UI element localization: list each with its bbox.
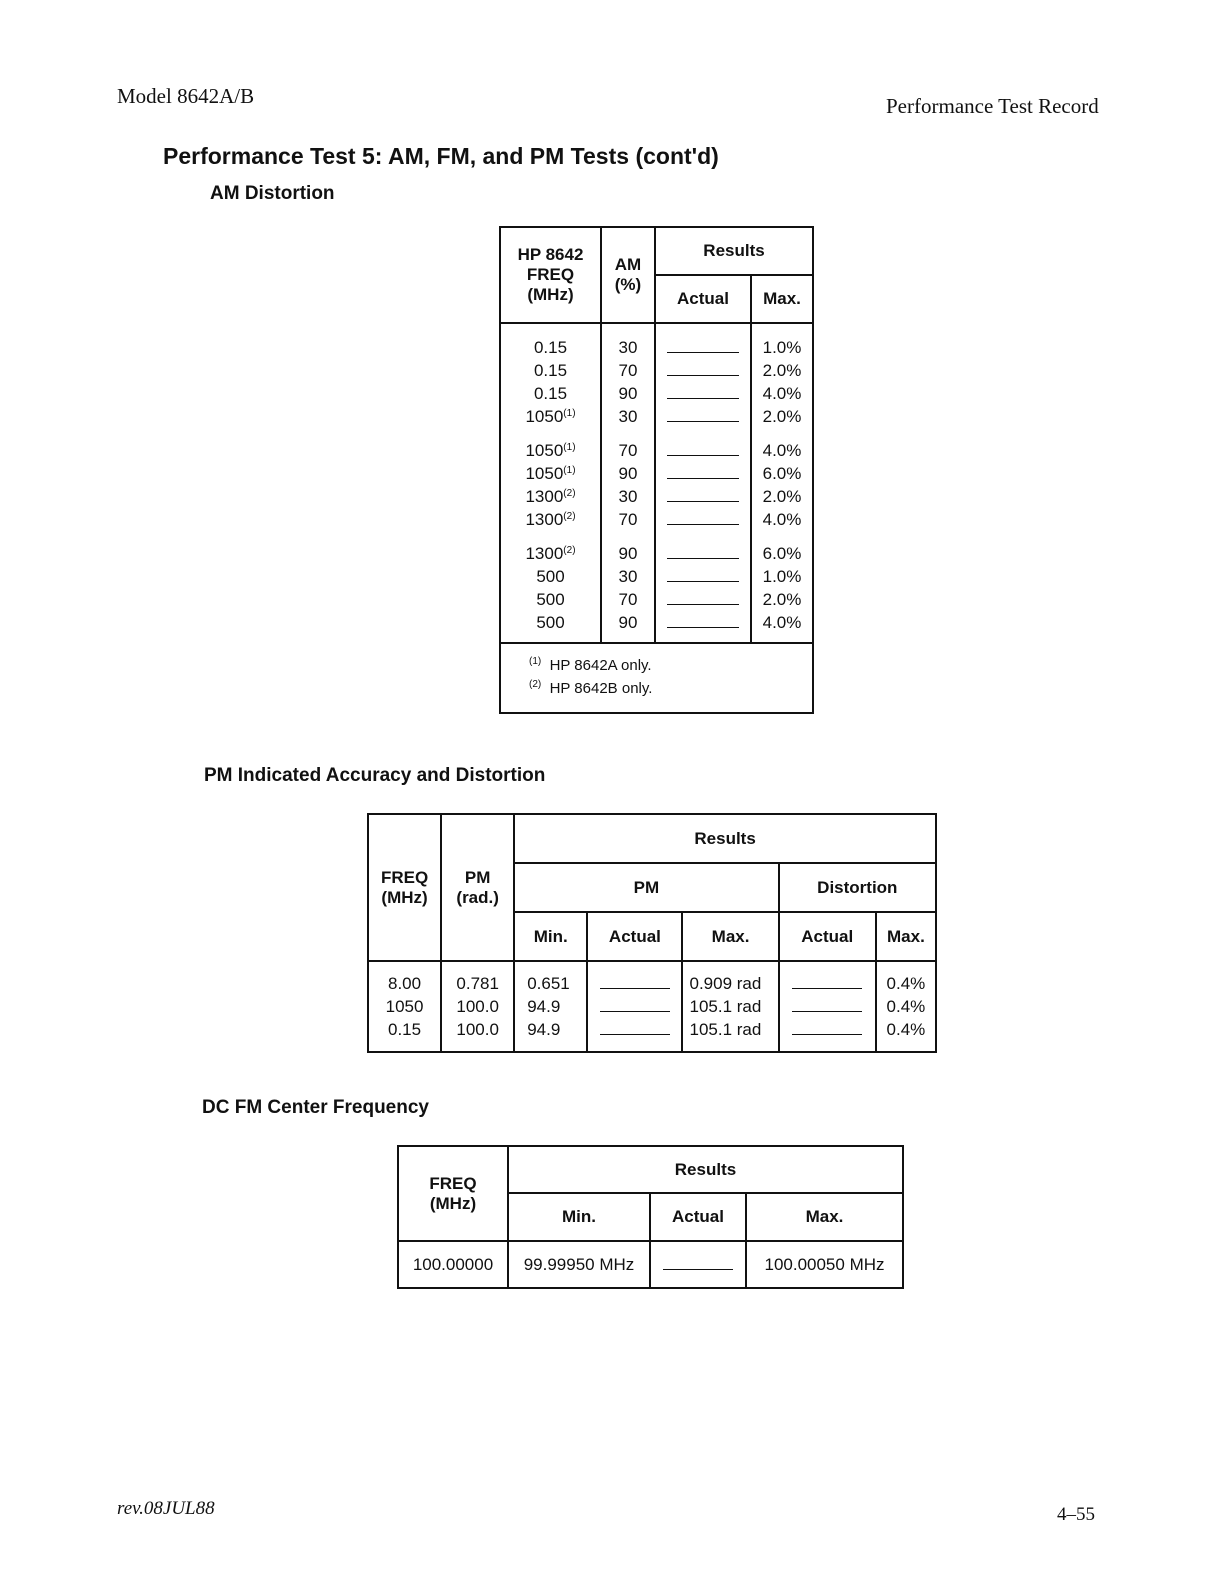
- am-freq-value: 500: [536, 613, 565, 632]
- actual-blank[interactable]: [588, 972, 681, 995]
- freq-header: HP 8642 FREQ (MHz): [500, 227, 601, 323]
- pm-freq-cell: 0.15: [388, 1020, 422, 1039]
- am-freq-value: 1300: [525, 510, 564, 529]
- am-freq-value: 1050: [525, 441, 564, 460]
- pm-max-header: Max.: [682, 912, 778, 961]
- actual-header: Actual: [655, 275, 751, 323]
- am-actual-blank[interactable]: [656, 336, 750, 359]
- dcfm-actual-cell[interactable]: [650, 1241, 746, 1288]
- actual-blank[interactable]: [588, 1018, 681, 1041]
- am-percent-cell: 70: [618, 510, 638, 529]
- am-percent-cell: 30: [618, 407, 638, 426]
- am-max-cell: 6.0%: [762, 544, 802, 563]
- am-max-cell: 4.0%: [762, 613, 802, 632]
- am-freq-note: (1): [563, 465, 576, 476]
- am-freq-note: (1): [563, 442, 576, 453]
- am-percent-cell: 30: [618, 487, 638, 506]
- am-freq-cell: [501, 611, 600, 634]
- pm-min-cell: 0.651: [527, 974, 570, 993]
- am-freq-value: 500: [536, 590, 565, 609]
- max-header: Max.: [751, 275, 813, 323]
- blank-line[interactable]: [792, 997, 862, 1012]
- am-max-cell: 2.0%: [762, 361, 802, 380]
- am-actual-blank[interactable]: [656, 439, 750, 462]
- blank-line[interactable]: [600, 997, 670, 1012]
- actual-blank[interactable]: [780, 995, 875, 1018]
- am-max-cell: 4.0%: [762, 510, 802, 529]
- am-freq-cell: [501, 439, 600, 462]
- am-freq-value: 500: [536, 567, 565, 586]
- am-actual-blank[interactable]: [656, 542, 750, 565]
- am-actual-blank[interactable]: [656, 382, 750, 405]
- revision-footer: rev.08JUL88: [117, 1498, 215, 1519]
- am-freq-value: 1300: [525, 544, 564, 563]
- pm-min-cell: 94.9: [527, 997, 561, 1016]
- am-percent-cell: 30: [618, 338, 638, 357]
- pm-max-cell: 0.909 rad: [689, 974, 762, 993]
- am-actual-blank[interactable]: [656, 588, 750, 611]
- blank-line[interactable]: [667, 441, 739, 456]
- am-percent-cell: 70: [618, 361, 638, 380]
- blank-line[interactable]: [600, 974, 670, 989]
- dcfm-results-header: Results: [508, 1146, 903, 1193]
- blank-line[interactable]: [667, 590, 739, 605]
- blank-line[interactable]: [667, 361, 739, 376]
- dcfm-min-cell: 99.99950 MHz: [508, 1241, 650, 1288]
- am-freq-note: (2): [563, 545, 576, 556]
- blank-line[interactable]: [667, 510, 739, 525]
- pm-freq-header: FREQ (MHz): [368, 814, 441, 961]
- am-max-cell: 1.0%: [762, 338, 802, 357]
- am-freq-value: 1050: [525, 407, 564, 426]
- blank-line[interactable]: [667, 464, 739, 479]
- blank-line[interactable]: [792, 974, 862, 989]
- am-max-cell: 2.0%: [762, 487, 802, 506]
- am-actual-blank[interactable]: [656, 359, 750, 382]
- dcfm-max-header: Max.: [746, 1193, 903, 1241]
- am-actual-blank[interactable]: [656, 485, 750, 508]
- pm-min-cell: 94.9: [527, 1020, 561, 1039]
- am-percent-cell: 90: [618, 384, 638, 403]
- am-freq-value: 1300: [525, 487, 564, 506]
- am-freq-cell: [501, 336, 600, 359]
- blank-line[interactable]: [667, 487, 739, 502]
- section-header: Performance Test Record: [886, 94, 1099, 118]
- dcfm-freq-header: FREQ (MHz): [398, 1146, 508, 1241]
- am-actual-blank[interactable]: [656, 405, 750, 428]
- am-freq-cell: [501, 359, 600, 382]
- am-freq-value: 0.15: [533, 384, 568, 403]
- pm-accuracy-heading: PM Indicated Accuracy and Distortion: [204, 765, 546, 786]
- am-freq-cell: [501, 565, 600, 588]
- page-title: Performance Test 5: AM, FM, and PM Tests (cont'd): [163, 143, 719, 169]
- model-header: Model 8642A/B: [117, 84, 255, 108]
- am-percent-cell: 70: [618, 590, 638, 609]
- pm-max-cell: 105.1 rad: [689, 1020, 762, 1039]
- pm-rad-cell: 100.0: [456, 997, 499, 1016]
- am-freq-cell: [501, 588, 600, 611]
- blank-line[interactable]: [667, 567, 739, 582]
- blank-line[interactable]: [792, 1020, 862, 1035]
- dcfm-heading: DC FM Center Frequency: [202, 1097, 429, 1118]
- am-max-cell: 4.0%: [762, 441, 802, 460]
- footnotes: [500, 643, 813, 713]
- blank-line[interactable]: [600, 1020, 670, 1035]
- am-freq-value: 0.15: [533, 361, 568, 380]
- am-max-cell: 6.0%: [762, 464, 802, 483]
- actual-blank[interactable]: [780, 1018, 875, 1041]
- am-freq-note: (1): [563, 408, 576, 419]
- distortion-group-header: Distortion: [779, 863, 936, 912]
- actual-blank[interactable]: [588, 995, 681, 1018]
- page-number: 4–55: [1057, 1504, 1095, 1525]
- am-percent-cell: 90: [618, 613, 638, 632]
- am-percent-cell: 70: [618, 441, 638, 460]
- am-freq-cell: [501, 405, 600, 428]
- am-max-cell: 4.0%: [762, 384, 802, 403]
- am-actual-blank[interactable]: [656, 565, 750, 588]
- am-freq-cell: [501, 508, 600, 531]
- blank-line[interactable]: [667, 384, 739, 399]
- distortion-max-cell: 0.4%: [886, 997, 926, 1016]
- am-percent-cell: 90: [618, 464, 638, 483]
- footnote-2: $^{(2)}$ HP 8642B only.: [529, 679, 653, 697]
- am-actual-blank[interactable]: [656, 508, 750, 531]
- am-freq-cell: [501, 485, 600, 508]
- pm-accuracy-table: [367, 813, 937, 1053]
- am-actual-blank[interactable]: [656, 611, 750, 634]
- blank-line[interactable]: [667, 407, 739, 422]
- pm-freq-cell: 8.00: [388, 974, 422, 993]
- blank-line[interactable]: [667, 613, 739, 628]
- blank-line[interactable]: [667, 544, 739, 559]
- am-max-cell: 1.0%: [762, 567, 802, 586]
- pm-rad-cell: 100.0: [456, 1020, 499, 1039]
- am-percent-cell: 90: [618, 544, 638, 563]
- am-freq-cell: [501, 542, 600, 565]
- pm-rad-cell: 0.781: [456, 974, 499, 993]
- am-freq-cell: [501, 382, 600, 405]
- am-freq-note: (2): [563, 511, 576, 522]
- pm-freq-cell: 1050: [385, 997, 424, 1016]
- pm-group-header: PM: [514, 863, 778, 912]
- pm-results-header: Results: [514, 814, 936, 863]
- dcfm-max-cell: 100.00050 MHz: [746, 1241, 903, 1288]
- blank-line[interactable]: [667, 338, 739, 353]
- am-distortion-table: [499, 226, 814, 714]
- am-percent-cell: 30: [618, 567, 638, 586]
- dcfm-freq-cell: 100.00000: [398, 1241, 508, 1288]
- dcfm-table: [397, 1145, 904, 1289]
- pm-max-cell: 105.1 rad: [689, 997, 762, 1016]
- am-freq-value: 1050: [525, 464, 564, 483]
- pm-rad-header: PM (rad.): [441, 814, 514, 961]
- am-max-cell: 2.0%: [762, 407, 802, 426]
- distortion-max-cell: 0.4%: [886, 974, 926, 993]
- dcfm-min-header: Min.: [508, 1193, 650, 1241]
- actual-blank[interactable]: [780, 972, 875, 995]
- results-header: Results: [655, 227, 813, 275]
- am-freq-note: (2): [563, 488, 576, 499]
- am-header: AM (%): [601, 227, 655, 323]
- pm-min-header: Min.: [514, 912, 587, 961]
- footnote-1: $^{(1)}$ HP 8642A only.: [529, 656, 652, 674]
- dcfm-actual-header: Actual: [650, 1193, 746, 1241]
- am-freq-value: 0.15: [533, 338, 568, 357]
- am-max-cell: 2.0%: [762, 590, 802, 609]
- dist-actual-header: Actual: [779, 912, 876, 961]
- distortion-max-cell: 0.4%: [886, 1020, 926, 1039]
- pm-actual-header: Actual: [587, 912, 682, 961]
- am-distortion-heading: AM Distortion: [210, 183, 335, 204]
- dist-max-header: Max.: [876, 912, 936, 961]
- am-freq-cell: [501, 462, 600, 485]
- am-actual-blank[interactable]: [656, 462, 750, 485]
